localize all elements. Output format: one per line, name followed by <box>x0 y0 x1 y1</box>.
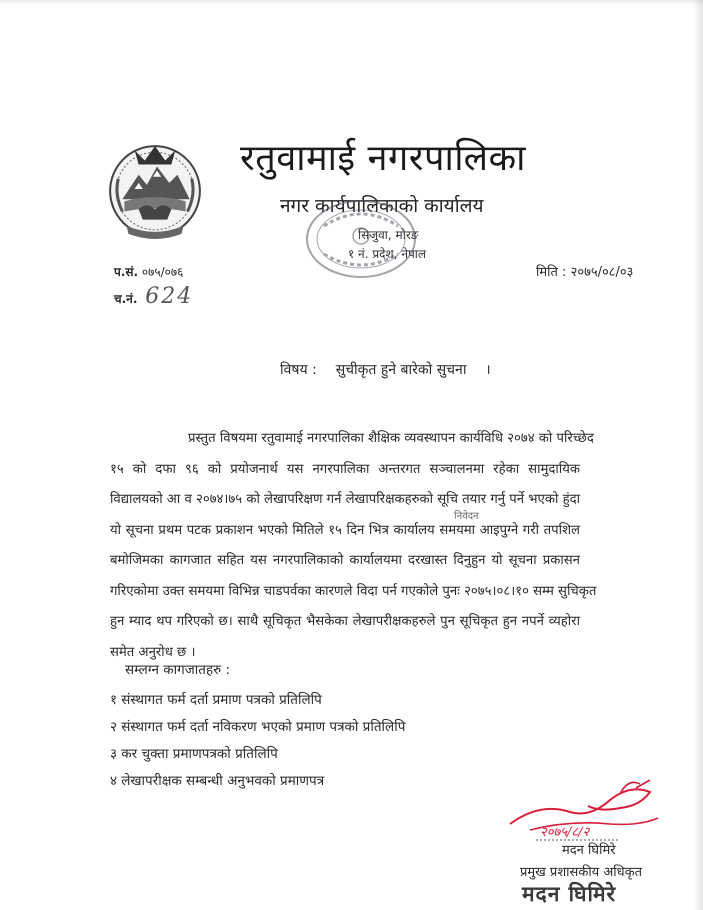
list-item: ३ कर चुक्ता प्रमाणपत्रको प्रतिलिपि <box>110 746 278 762</box>
subject-text: सुचीकृत हुने बारेको सुचना <box>335 362 467 378</box>
body-line: समेत अनुरोध छ । <box>110 644 196 660</box>
dispatch-number <box>114 284 193 309</box>
subject-line <box>280 360 491 379</box>
fiscal-year-label: प.सं. <box>114 265 139 279</box>
subject-label: विषय : <box>280 362 317 378</box>
list-item: ४ लेखापरीक्षक सम्बन्धी अनुभवको प्रमाणपत्र <box>110 773 325 789</box>
scan-top-shadow <box>0 0 703 6</box>
office-address-line1: सिजुवा, मोरङ <box>358 228 419 242</box>
office-address-line2: १ नं. प्रदेश, नेपाल <box>348 247 427 261</box>
list-item: १ संस्थागत फर्म दर्ता प्रमाण पत्रको प्रतिलिपि <box>110 692 322 708</box>
list-item: २ संस्थागत फर्म दर्ता नविकरण भएको प्रमाण पत्रको प्रतिलिपि <box>110 719 406 735</box>
fiscal-year-reference <box>114 263 183 280</box>
handwritten-insert: निवेदन <box>454 511 479 522</box>
signature-icon <box>500 772 670 842</box>
date-label: मिति : <box>536 265 567 280</box>
signature-date: २०७५/८/२ <box>540 825 590 840</box>
body-line: १५ को दफा ९६ को प्रयोजनार्थ यस नगरपालिका अन्तरगत सञ्चालनमा रहेका सामुदायिक <box>110 461 580 477</box>
body-line: हुन म्याद थप गरिएको छ। साथै सूचिकृत भैसकेका लेखापरीक्षकहरुले पुन सूचिकृत हुन नपर्ने व्यहोरा <box>110 614 580 629</box>
body-line: यो सूचना प्रथम पटक प्रकाशन भएको मितिले १५ दिन भित्र कार्यालय समयमा आइपुग्ने गरी तपशिल <box>110 522 580 538</box>
attachments-list <box>110 690 405 798</box>
body-line: प्रस्तुत विषयमा रतुवामाई नगरपालिका शैक्षिक व्यवस्थापन कार्यविधि २०७४ को परिच्छेद <box>188 431 594 446</box>
office-name: नगर कार्यपालिकाको कार्यालय <box>280 195 484 217</box>
dispatch-number-value: 624 <box>145 284 194 309</box>
municipality-name: रतुवामाई नगरपालिका <box>240 138 527 179</box>
letter-date <box>536 262 633 280</box>
subject-end: । <box>485 362 491 378</box>
fiscal-year-value: ०७५/०७६ <box>141 265 184 279</box>
nepal-emblem-icon <box>104 138 206 240</box>
scan-edge-shadow <box>693 0 703 910</box>
body-line: गरिएकोमा उक्त समयमा विभिन्न चाडपर्वका कारणले विदा पर्न गएकोले पुनः २०७५।०८।१० सम्म सुचिकृत <box>110 583 597 599</box>
attachments-heading: सम्लग्न कागजातहरु : <box>125 662 231 678</box>
signatory-name-stamp: मदन घिमिरे <box>522 882 617 906</box>
body-line: विद्यालयको आ व २०७४।७५ को लेखापरिक्षण गर्न लेखापरिक्षकहरुको सूचि तयार गर्नु पर्ने भएको हुंदा <box>110 492 580 507</box>
notice-body <box>110 424 597 668</box>
date-value: २०७५/०८/०३ <box>570 265 634 280</box>
office-stamp-icon <box>302 196 420 282</box>
dispatch-number-label: च.नं. <box>114 292 138 306</box>
signatory-name: मदन घिमिरे <box>562 843 616 858</box>
signatory-title: प्रमुख प्रशासकीय अधिकृत <box>520 865 643 880</box>
body-line: बमोजिमका कागजात सहित यस नगरपालिकाको कार्यालयमा दरखास्त दिनुहुन यो सूचना प्रकासन <box>110 553 580 568</box>
